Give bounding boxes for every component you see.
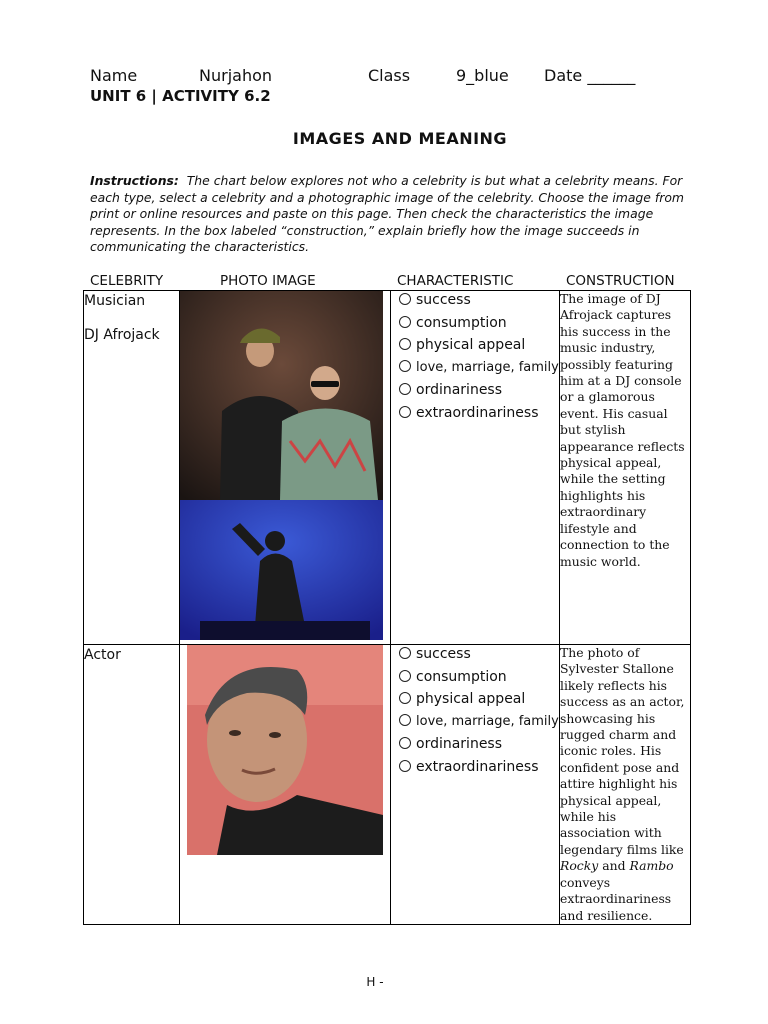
page-title: IMAGES AND MEANING	[292, 129, 508, 148]
class-label: Class	[368, 66, 411, 85]
celebrity-type: Actor	[84, 647, 121, 663]
checkbox-consumption[interactable]: consumption	[399, 668, 559, 691]
col-header-photo: PHOTO IMAGE	[220, 273, 316, 289]
celebrity-photo	[180, 291, 383, 640]
radio-circle-icon	[399, 647, 411, 659]
radio-circle-icon	[399, 692, 411, 704]
instructions-text: The chart below explores not who a celebrity is but what a celebrity means. For each type, select a celebrity and a photographic image of the celebrity. Choose the image from print or online resources and paste on this page. Then check the characteristics the image represents. In the box labeled “construction,” explain briefly how the image succeeds in communicating the characteristics.	[90, 173, 684, 255]
page-footer: H -	[366, 975, 384, 989]
celebrity-photo	[187, 645, 390, 855]
table-row	[84, 291, 691, 645]
checkbox-ordinariness[interactable]: ordinariness	[399, 735, 559, 758]
radio-circle-icon	[399, 383, 411, 395]
checkbox-love-marriage-family[interactable]: love, marriage, family	[399, 359, 559, 382]
table-row	[84, 645, 691, 925]
celebrity-type: Musician	[84, 293, 146, 309]
checkbox-extraordinariness[interactable]: extraordinariness	[399, 404, 559, 427]
checkbox-extraordinariness[interactable]: extraordinariness	[399, 758, 559, 781]
instructions	[90, 173, 690, 256]
name-label: Name	[90, 66, 138, 85]
radio-circle-icon	[399, 670, 411, 682]
photo-cell	[180, 645, 391, 925]
unit-activity: UNIT 6 | ACTIVITY 6.2	[90, 87, 271, 105]
name-value: Nurjahon	[199, 66, 273, 85]
film-title-rocky: Rocky	[560, 858, 599, 874]
characteristic-cell	[391, 645, 560, 925]
construction-cell[interactable]: The image of DJ Afrojack captures his success in the music industry, possibly featuring him at a DJ console or a glamorous event. His casual but stylish appearance reflects physical appeal, while the setting highlights his extraordinary lifestyle and connection to the music world.	[560, 291, 691, 645]
col-header-characteristic: CHARACTERISTIC	[397, 273, 514, 289]
radio-circle-icon	[399, 406, 411, 418]
col-header-construction: CONSTRUCTION	[566, 273, 675, 289]
radio-circle-icon	[399, 316, 411, 328]
celebrity-cell	[84, 291, 180, 645]
film-title-rambo: Rambo	[629, 858, 674, 874]
checkbox-success[interactable]: success	[399, 645, 559, 668]
characteristic-cell	[391, 291, 560, 645]
col-header-celebrity: CELEBRITY	[90, 273, 164, 289]
celebrity-name: DJ Afrojack	[84, 327, 160, 343]
checkbox-physical-appeal[interactable]: physical appeal	[399, 690, 559, 713]
class-value: 9_blue	[456, 66, 509, 85]
date-label: Date ______	[544, 66, 636, 85]
radio-circle-icon	[399, 293, 411, 305]
radio-circle-icon	[399, 360, 411, 372]
radio-circle-icon	[399, 714, 411, 726]
radio-circle-icon	[399, 760, 411, 772]
checkbox-ordinariness[interactable]: ordinariness	[399, 381, 559, 404]
characteristic-list	[391, 291, 559, 427]
photo-cell	[180, 291, 391, 645]
checkbox-consumption[interactable]: consumption	[399, 314, 559, 337]
celebrity-cell	[84, 645, 180, 925]
celebrity-table	[83, 290, 691, 925]
checkbox-physical-appeal[interactable]: physical appeal	[399, 336, 559, 359]
radio-circle-icon	[399, 737, 411, 749]
checkbox-success[interactable]: success	[399, 291, 559, 314]
characteristic-list	[391, 645, 559, 781]
radio-circle-icon	[399, 338, 411, 350]
construction-cell[interactable]: The photo of Sylvester Stallone likely reflects his success as an actor, showcasing his rugged charm and iconic roles. His confident pose and attire highlight his physical appeal, while his association with legendary films like Rocky and Rambo conveys extraordinariness and resilience.	[560, 645, 691, 925]
instructions-lead: Instructions:	[90, 173, 179, 188]
checkbox-love-marriage-family[interactable]: love, marriage, family	[399, 713, 559, 736]
